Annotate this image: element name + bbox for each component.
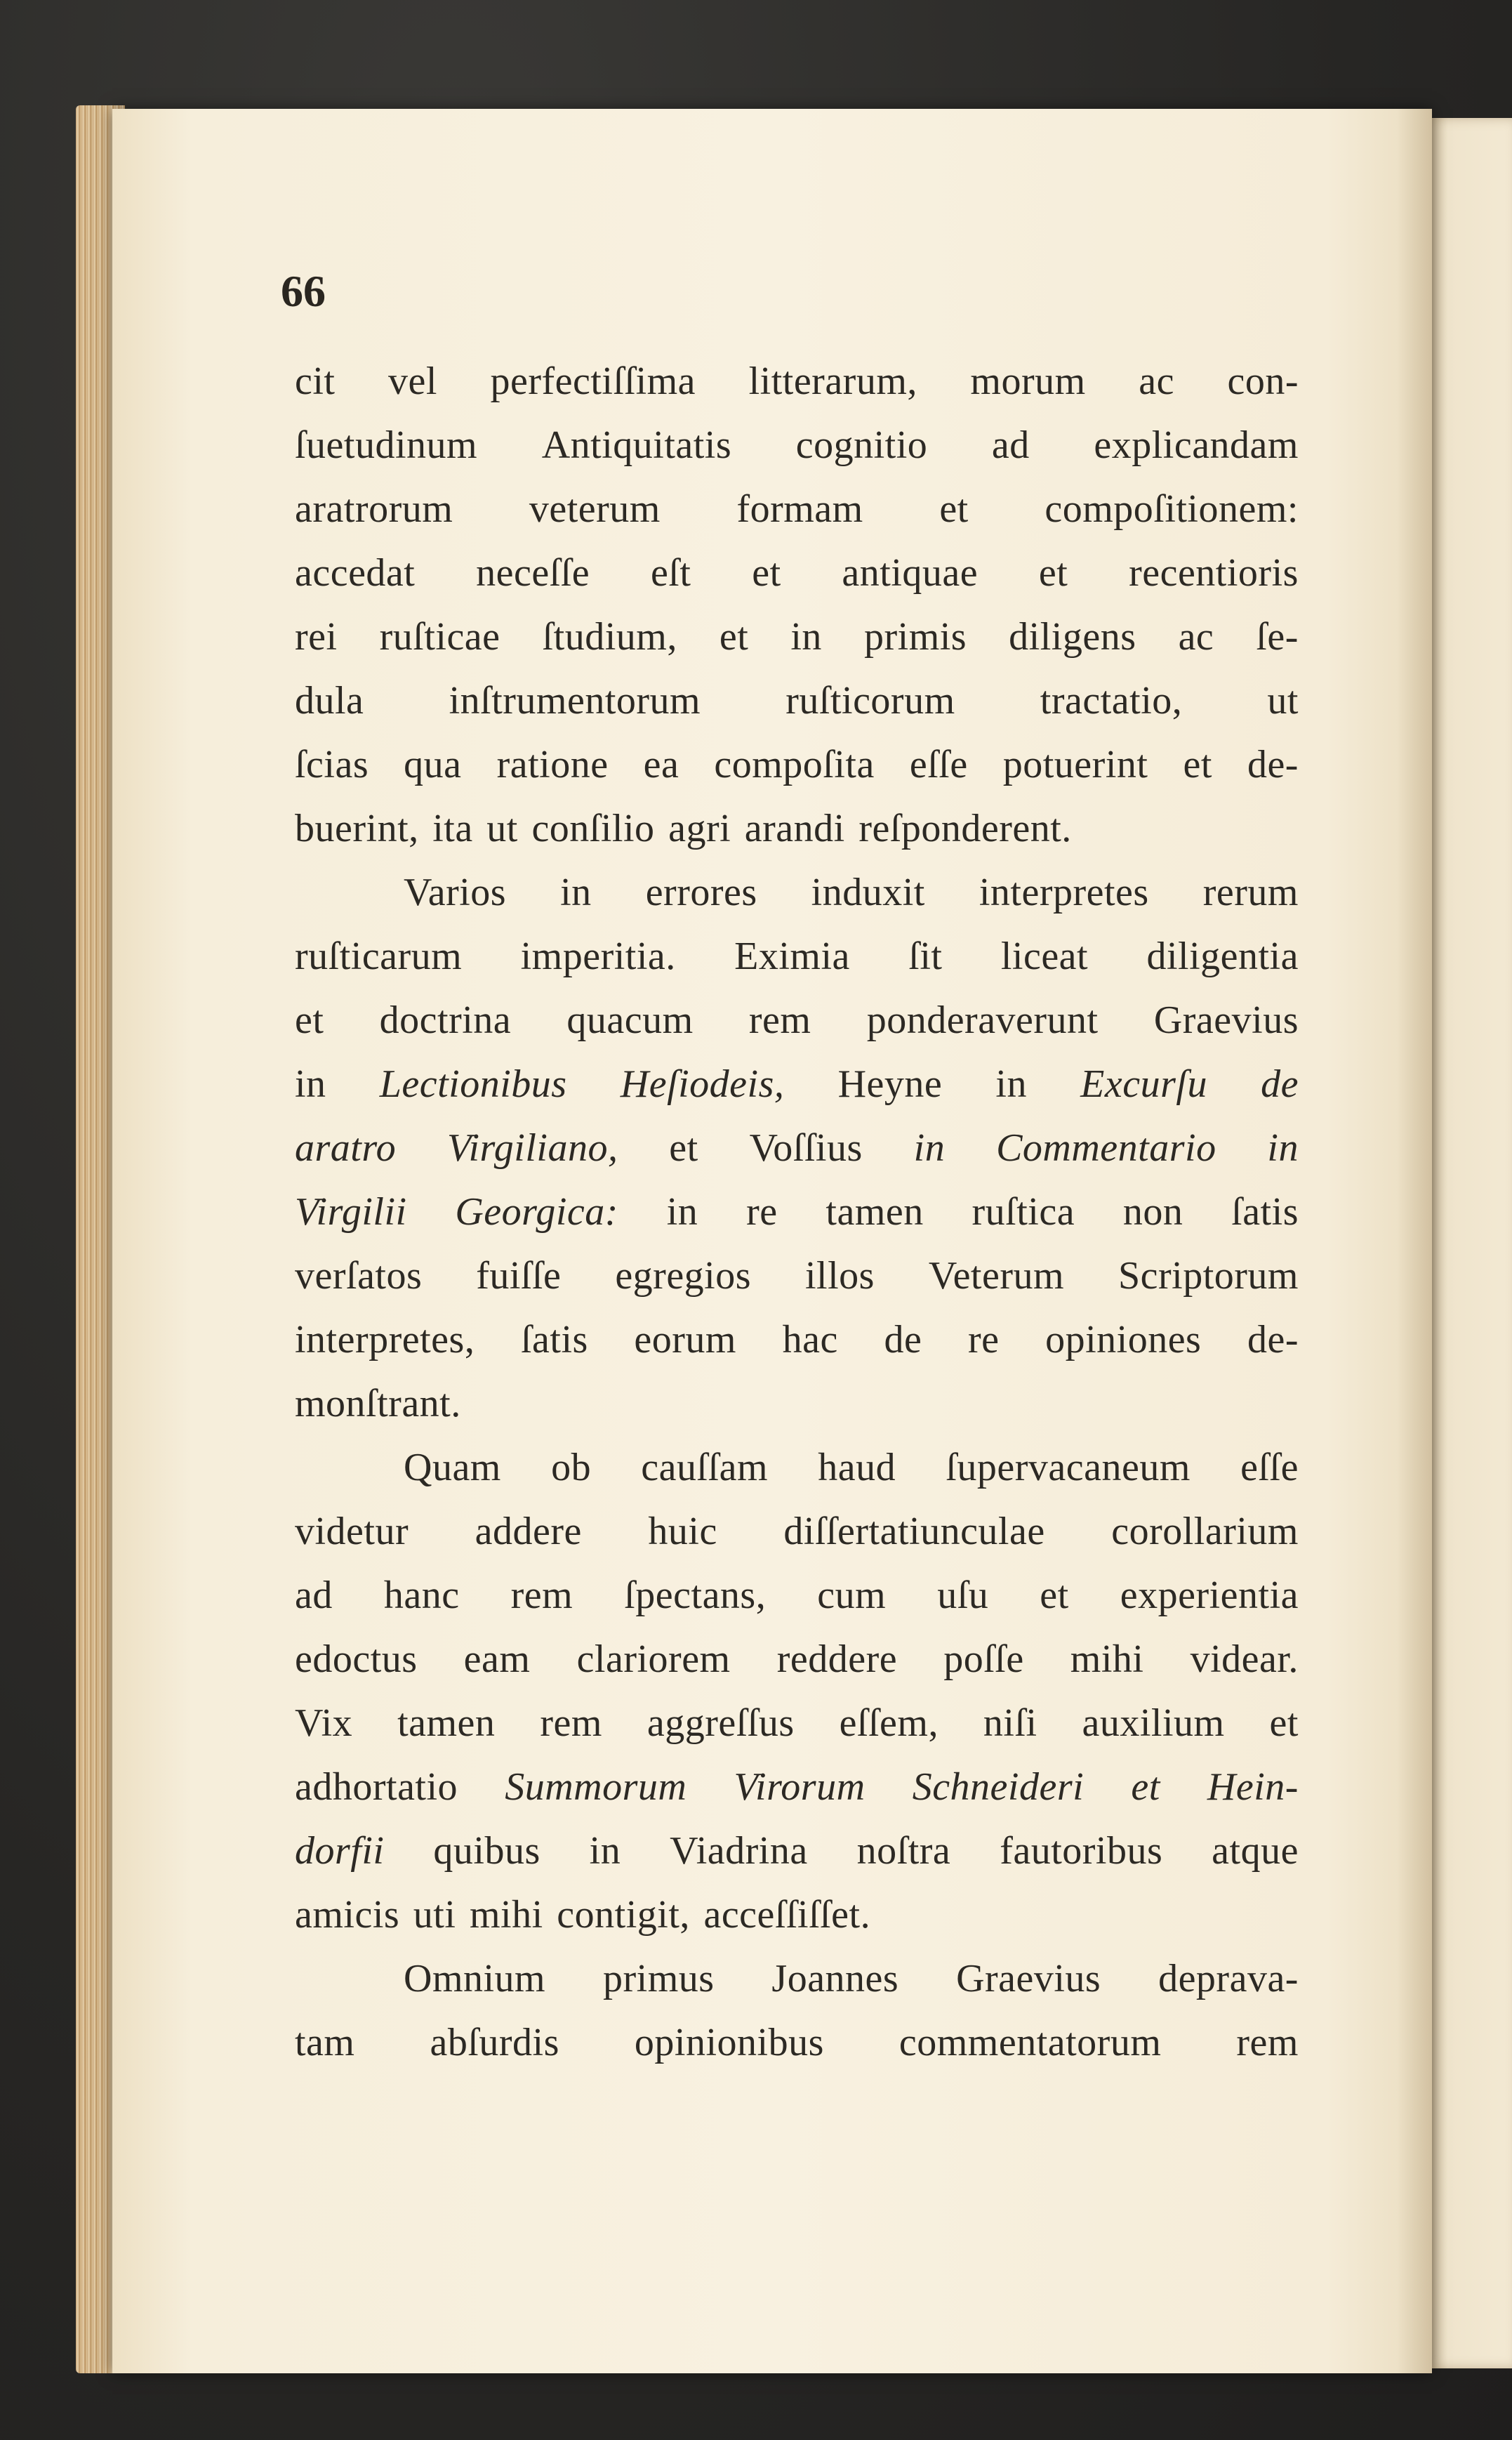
word: adhortatio (295, 1765, 458, 1809)
word: de- (1247, 1318, 1299, 1361)
word: opinionibus (634, 2021, 824, 2064)
word: in (589, 1829, 621, 1873)
word: eam (463, 1637, 531, 1681)
word: de (884, 1318, 922, 1361)
text-line (295, 1436, 1299, 1500)
word: neceſſe (476, 551, 590, 595)
word: quibus (433, 1829, 541, 1873)
word: Viadrina (670, 1829, 808, 1873)
word: Commentario (996, 1126, 1216, 1170)
word: Summorum (505, 1765, 687, 1809)
word: Varios (404, 871, 507, 914)
text-line (295, 1308, 1299, 1372)
body-text (295, 350, 1299, 2075)
word: re (967, 1318, 1000, 1361)
word: in (995, 1062, 1027, 1106)
word: rem (1236, 2021, 1299, 2064)
text-line (295, 1947, 1299, 2011)
word: re (746, 1190, 778, 1234)
word: ſupervacaneum (946, 1446, 1191, 1489)
text-line (295, 1691, 1299, 1755)
word: ob (551, 1446, 592, 1489)
word: Heſiodeis, (620, 1062, 785, 1106)
word: cit (295, 360, 336, 403)
word: mihi (1070, 1637, 1144, 1681)
word: ut (1267, 679, 1299, 723)
word: Lectionibus (379, 1062, 567, 1106)
text-line (295, 1883, 1299, 1947)
word: experientia (1120, 1574, 1299, 1617)
word: ſtudium, (542, 615, 677, 659)
word: reddere (776, 1637, 898, 1681)
word: eſſem, (839, 1701, 939, 1745)
word: in (295, 1062, 326, 1106)
word: Quam (404, 1446, 501, 1489)
word: clariorem (576, 1637, 731, 1681)
word: cognitio (795, 423, 928, 467)
word: ruſticae (379, 615, 500, 659)
word: Schneideri (912, 1765, 1085, 1809)
word: aratrorum (295, 487, 453, 531)
word: rerum (1202, 871, 1299, 914)
word: primis (863, 615, 967, 659)
text-line (295, 989, 1299, 1053)
word: videar. (1190, 1637, 1299, 1681)
word: Graevius (956, 1957, 1101, 2000)
word: perfectiſſima (490, 360, 696, 403)
word: ruſticorum (785, 679, 955, 723)
word: haud (818, 1446, 896, 1489)
word: Excurſu (1080, 1062, 1207, 1106)
word: imperitia. (520, 935, 676, 978)
text-line (295, 1116, 1299, 1180)
word: Voſſius (749, 1126, 863, 1170)
word: ad (991, 423, 1030, 467)
word: tractatio, (1040, 679, 1183, 723)
word: hac (782, 1318, 838, 1361)
word: Eximia (734, 935, 850, 978)
word: primus (602, 1957, 715, 2000)
word: Virgilii (295, 1190, 407, 1234)
word: eorum (634, 1318, 736, 1361)
text-line (295, 605, 1299, 669)
word: de- (1247, 743, 1299, 786)
word: litterarum, (748, 360, 917, 403)
word: fautoribus (1000, 1829, 1163, 1873)
text-line (295, 1500, 1299, 1564)
word: deprava- (1158, 1957, 1299, 2000)
word: et (1131, 1765, 1160, 1809)
word: non (1122, 1190, 1183, 1234)
word: doctrina (379, 998, 512, 1042)
text-line (295, 1180, 1299, 1244)
word: et (1269, 1701, 1299, 1745)
text-line (295, 1755, 1299, 1819)
word: ratione (496, 743, 609, 786)
word: noſtra (856, 1829, 951, 1873)
word: interpretes, (295, 1318, 475, 1361)
word: uti (413, 1893, 456, 1937)
word: Joannes (771, 1957, 899, 2000)
word: et (719, 615, 749, 659)
page-gutter-shadow (1397, 109, 1432, 2373)
word: tamen (825, 1190, 924, 1234)
word: conſilio (531, 807, 655, 850)
word: ut (486, 807, 518, 850)
page-number: 66 (281, 266, 326, 316)
word: egregios (615, 1254, 752, 1298)
word: rem (540, 1701, 602, 1745)
word: addere (475, 1510, 582, 1553)
text-line (295, 797, 1299, 861)
word: Virgiliano, (446, 1126, 618, 1170)
word: poſſe (943, 1637, 1024, 1681)
word: contigit, (557, 1893, 690, 1937)
word: veterum (529, 487, 661, 531)
word: dula (295, 679, 364, 723)
word: huic (648, 1510, 717, 1553)
word: ſuetudinum (295, 423, 478, 467)
word: Hein- (1207, 1765, 1299, 1809)
word: eſſe (909, 743, 968, 786)
word: edoctus (295, 1637, 418, 1681)
word: potuerint (1002, 743, 1148, 786)
word: in (913, 1126, 946, 1170)
word: et (1038, 551, 1068, 595)
word: ad (295, 1574, 333, 1617)
word: acceſſiſſet. (703, 1893, 871, 1937)
word: diſſertatiunculae (783, 1510, 1045, 1553)
word: opiniones (1045, 1318, 1202, 1361)
word: interpretes (979, 871, 1149, 914)
text-line (295, 1628, 1299, 1691)
word: liceat (1000, 935, 1089, 978)
word: rei (295, 615, 338, 659)
word: et (1183, 743, 1212, 786)
word: antiquae (842, 551, 979, 595)
word: rem (510, 1574, 573, 1617)
word: compoſita (714, 743, 875, 786)
word: agri (668, 807, 731, 850)
word: Scriptorum (1118, 1254, 1299, 1298)
word: ponderaverunt (866, 998, 1099, 1042)
word: inſtrumentorum (449, 679, 701, 723)
word: aratro (295, 1126, 397, 1170)
text-line (295, 541, 1299, 605)
word: compoſitionem: (1045, 487, 1299, 531)
adjacent-page (1426, 118, 1512, 2368)
text-line (295, 350, 1299, 414)
word: ſit (908, 935, 943, 978)
word: et (669, 1126, 698, 1170)
word: et (295, 998, 324, 1042)
word: eſſe (1240, 1446, 1299, 1489)
word: et (939, 487, 969, 531)
word: ſatis (520, 1318, 588, 1361)
word: ſe- (1256, 615, 1299, 659)
text-line (295, 477, 1299, 541)
word: Georgica: (455, 1190, 618, 1234)
word: quacum (566, 998, 694, 1042)
word: rem (748, 998, 811, 1042)
word: ſcias (295, 743, 369, 786)
word: commentatorum (898, 2021, 1162, 2064)
word: tam (295, 2021, 355, 2064)
text-line (295, 1244, 1299, 1308)
word: reſponderent. (858, 807, 1072, 850)
word: accedat (295, 551, 416, 595)
text-line (295, 861, 1299, 925)
word: Veterum (928, 1254, 1065, 1298)
word: dorfii (295, 1829, 385, 1873)
word: cum (817, 1574, 887, 1617)
word: videtur (295, 1510, 409, 1553)
word: Omnium (404, 1957, 546, 2000)
text-line (295, 414, 1299, 477)
word: verſatos (295, 1254, 423, 1298)
text-line (295, 669, 1299, 733)
word: abſurdis (430, 2021, 559, 2064)
word: Vix (295, 1701, 353, 1745)
text-line (295, 925, 1299, 989)
word: Graevius (1153, 998, 1299, 1042)
word: explicandam (1094, 423, 1299, 467)
word: de (1261, 1062, 1299, 1106)
word: et (1040, 1574, 1069, 1617)
word: induxit (811, 871, 925, 914)
word: fuiſſe (476, 1254, 562, 1298)
word: ſatis (1231, 1190, 1299, 1234)
word: amicis (295, 1893, 400, 1937)
word: qua (404, 743, 462, 786)
word: hanc (383, 1574, 460, 1617)
word: cauſſam (641, 1446, 769, 1489)
word: monſtrant. (295, 1382, 461, 1425)
word: morum (970, 360, 1086, 403)
word: diligentia (1146, 935, 1299, 978)
word: recentioris (1129, 551, 1299, 595)
word: aggreſſus (646, 1701, 795, 1745)
word: mihi (470, 1893, 543, 1937)
word: illos (804, 1254, 875, 1298)
word: ac (1178, 615, 1214, 659)
word: in (666, 1190, 698, 1234)
word: auxilium (1082, 1701, 1225, 1745)
word: tamen (397, 1701, 496, 1745)
word: corollarium (1111, 1510, 1299, 1553)
text-line (295, 1372, 1299, 1436)
word: in (560, 871, 592, 914)
word: buerint, (295, 807, 419, 850)
word: in (790, 615, 822, 659)
word: ita (432, 807, 473, 850)
word: ruſtica (971, 1190, 1075, 1234)
word: diligens (1009, 615, 1136, 659)
word: ac (1139, 360, 1174, 403)
word: Heyne (837, 1062, 943, 1106)
word: et (752, 551, 781, 595)
word: eſt (650, 551, 691, 595)
word: ruſticarum (295, 935, 463, 978)
word: atque (1212, 1829, 1299, 1873)
text-line (295, 1819, 1299, 1883)
word: errores (645, 871, 757, 914)
word: ſpectans, (624, 1574, 767, 1617)
word: Antiquitatis (541, 423, 732, 467)
word: niſi (983, 1701, 1037, 1745)
word: uſu (937, 1574, 989, 1617)
text-line (295, 733, 1299, 797)
word: in (1267, 1126, 1299, 1170)
word: con- (1227, 360, 1299, 403)
word: formam (736, 487, 863, 531)
text-line (295, 1564, 1299, 1628)
word: arandi (744, 807, 845, 850)
word: Virorum (734, 1765, 866, 1809)
text-line (295, 2011, 1299, 2075)
text-line (295, 1053, 1299, 1116)
word: ea (643, 743, 679, 786)
word: vel (388, 360, 437, 403)
